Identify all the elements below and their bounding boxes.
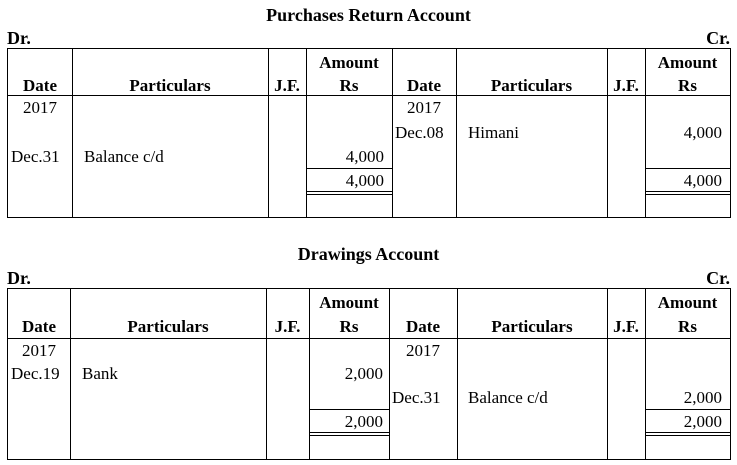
entry-year: 2017 xyxy=(23,98,57,117)
purchases-return-ledger xyxy=(7,48,731,218)
debit-side-label: Dr. xyxy=(7,268,31,288)
double-rule xyxy=(309,432,389,433)
header-divider xyxy=(8,338,730,339)
entry-particulars: Himani xyxy=(468,123,519,142)
header-particulars: Particulars xyxy=(490,76,573,95)
account-title: Drawings Account xyxy=(297,244,440,264)
double-rule xyxy=(306,191,392,192)
header-jf: J.F. xyxy=(613,76,639,95)
entry-year: 2017 xyxy=(22,341,56,360)
header-jf: J.F. xyxy=(274,76,300,95)
column-divider xyxy=(645,289,646,459)
drawings-ledger xyxy=(7,288,731,460)
header-amount: Amount xyxy=(657,293,718,312)
column-divider xyxy=(456,49,457,217)
entry-date: Dec.31 xyxy=(392,388,441,407)
entry-particulars: Balance c/d xyxy=(468,388,548,407)
credit-side-label: Cr. xyxy=(706,268,730,288)
header-amount-unit: Rs xyxy=(678,317,697,336)
entry-amount: 2,000 xyxy=(683,388,722,407)
entry-date: Dec.31 xyxy=(11,147,60,166)
header-amount: Amount xyxy=(319,293,379,312)
total-rule xyxy=(645,168,730,169)
header-date: Date xyxy=(23,76,57,95)
credit-side-label: Cr. xyxy=(706,28,730,48)
entry-particulars: Balance c/d xyxy=(84,147,164,166)
entry-amount: 2,000 xyxy=(344,364,383,383)
entry-amount: 4,000 xyxy=(345,147,384,166)
column-divider xyxy=(607,289,608,459)
entry-date: Dec.19 xyxy=(11,364,60,383)
debit-side-label: Dr. xyxy=(7,28,31,48)
column-divider xyxy=(392,49,393,217)
column-divider xyxy=(266,289,267,459)
total-amount: 2,000 xyxy=(344,412,383,431)
column-divider xyxy=(607,49,608,217)
total-amount: 4,000 xyxy=(345,171,384,190)
header-particulars: Particulars xyxy=(491,317,573,336)
column-divider xyxy=(70,289,71,459)
header-amount-unit: Rs xyxy=(339,76,359,95)
header-jf: J.F. xyxy=(274,317,301,336)
column-divider xyxy=(457,289,458,459)
total-amount: 4,000 xyxy=(683,171,722,190)
double-rule xyxy=(645,194,730,195)
header-date: Date xyxy=(22,317,56,336)
column-divider xyxy=(268,49,269,217)
header-particulars: Particulars xyxy=(129,76,211,95)
total-amount: 2,000 xyxy=(683,412,722,431)
entry-particulars: Bank xyxy=(82,364,118,383)
entry-amount: 4,000 xyxy=(683,123,722,142)
entry-year: 2017 xyxy=(407,98,441,117)
total-rule xyxy=(306,168,392,169)
header-amount: Amount xyxy=(657,53,718,72)
header-date: Date xyxy=(407,76,441,95)
header-amount-unit: Rs xyxy=(339,317,359,336)
header-jf: J.F. xyxy=(613,317,639,336)
header-amount: Amount xyxy=(319,53,379,72)
account-title: Purchases Return Account xyxy=(266,5,471,25)
entry-year: 2017 xyxy=(406,341,440,360)
header-amount-unit: Rs xyxy=(678,76,697,95)
double-rule xyxy=(645,435,730,436)
column-divider xyxy=(389,289,390,459)
entry-date: Dec.08 xyxy=(395,123,444,142)
double-rule xyxy=(645,191,730,192)
double-rule xyxy=(306,194,392,195)
total-rule xyxy=(309,409,389,410)
column-divider xyxy=(72,49,73,217)
header-date: Date xyxy=(406,317,440,336)
total-rule xyxy=(645,409,730,410)
header-particulars: Particulars xyxy=(127,317,209,336)
double-rule xyxy=(645,432,730,433)
double-rule xyxy=(309,435,389,436)
